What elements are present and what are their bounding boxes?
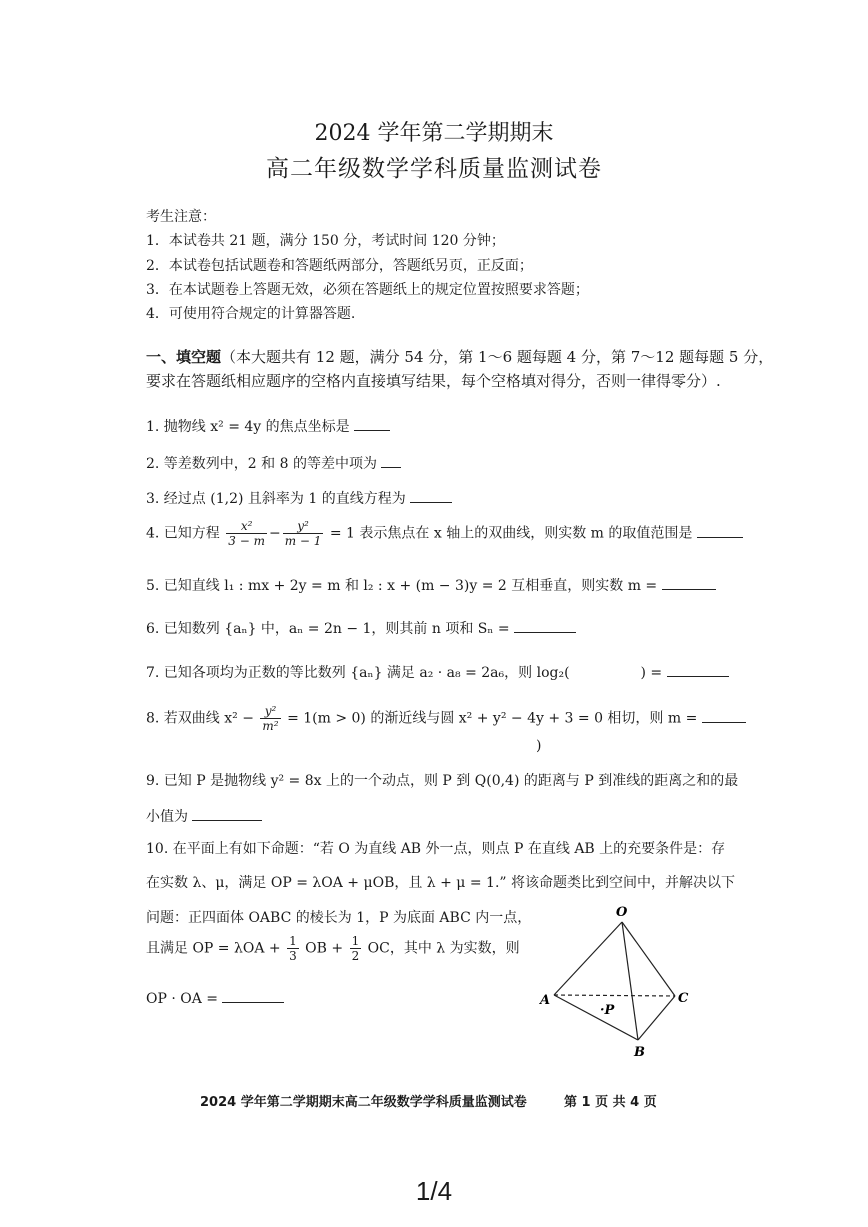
section1-desc-1: （本大题共有 12 题，满分 54 分，第 1～6 题每题 4 分，第 7～12 题每题 5 分， <box>221 348 774 366</box>
fraction-denominator: m − 1 <box>284 534 322 548</box>
fraction-numerator: y² <box>260 704 280 719</box>
tetrahedron-edges <box>554 922 675 1040</box>
question-8-text-a: 8. 若双曲线 x² − <box>146 710 254 727</box>
question-5-text: 5. 已知直线 l₁ : mx + 2y = m 和 l₂ : x + (m − 3)y = 2 互相垂直，则实数 m = <box>146 578 658 594</box>
question-10-text-d2: OB + <box>305 940 344 957</box>
section1-title: 一、填空题 <box>146 348 222 366</box>
question-6-text: 6. 已知数列 {aₙ} 中，aₙ = 2n − 1，则其前 n 项和 Sₙ = <box>146 621 510 637</box>
fraction-numerator: 1 <box>289 934 297 948</box>
question-4-text-b: = 1 表示焦点在 x 轴上的双曲线，则实数 m 的取值范围是 <box>329 525 693 542</box>
notice-heading: 考生注意： <box>146 209 216 225</box>
page-indicator: 1/4 <box>415 1176 453 1206</box>
question-8 <box>146 704 746 733</box>
fraction-denominator: 3 − m <box>228 534 265 548</box>
edge-OA <box>554 922 622 995</box>
answer-blank-1[interactable] <box>354 416 390 431</box>
footer-page-info: 第 1 页 共 4 页 <box>564 1095 657 1110</box>
fraction-numerator: y² <box>283 519 324 534</box>
question-2-text: 2. 等差数列中，2 和 8 的等差中项为 <box>146 456 377 472</box>
question-10-line-2: 在实数 λ、μ，满足 OP = λOA + μOB，且 λ + μ = 1.” 将该命题类比到空间中，并解决以下 <box>146 875 736 891</box>
edge-AB <box>554 995 638 1040</box>
question-10-text-d1: 且满足 OP = λOA + <box>146 940 281 957</box>
tetrahedron-figure <box>530 900 710 1060</box>
question-3-text: 3. 经过点 (1,2) 且斜率为 1 的直线方程为 <box>146 491 406 507</box>
footer-title: 2024 学年第二学期期末高二年级数学学科质量监测试卷 <box>200 1095 527 1110</box>
question-3 <box>146 488 452 508</box>
edge-OB <box>622 922 638 1040</box>
question-8-text-b: = 1(m > 0) 的渐近线与圆 x² + y² − 4y + 3 = 0 相切，则 m = <box>287 710 698 727</box>
vertex-label-A: A <box>540 993 551 1008</box>
question-10-line-1: 10. 在平面上有如下命题：“若 O 为直线 AB 外一点，则点 P 在直线 AB 上的充要条件是：存 <box>146 841 726 857</box>
stray-paren: ) <box>536 738 542 754</box>
answer-blank-6[interactable] <box>514 618 576 633</box>
question-1-text: 1. 抛物线 x² = 4y 的焦点坐标是 <box>146 419 350 435</box>
fraction-numerator: 1 <box>351 934 360 948</box>
section1-header <box>146 346 773 367</box>
question-4-text-a: 4. 已知方程 <box>146 525 220 542</box>
fraction <box>287 934 299 963</box>
question-10-line-5 <box>146 988 284 1007</box>
edge-AC-hidden <box>554 995 675 996</box>
question-6 <box>146 618 576 638</box>
vertex-label-O: O <box>616 905 628 920</box>
fraction-denominator: 2 <box>351 949 360 963</box>
answer-blank-4[interactable] <box>697 523 743 538</box>
question-7 <box>146 662 729 682</box>
question-7-text-a: 7. 已知各项均为正数的等比数列 {aₙ} 满足 a₂ · a₈ = 2a₆，则 log₂( <box>146 665 570 681</box>
answer-blank-3[interactable] <box>410 488 452 503</box>
fraction <box>226 519 267 548</box>
answer-blank-9[interactable] <box>192 806 262 821</box>
exam-title: 2024 学年第二学期期末 <box>314 121 554 146</box>
fraction-denominator: 3 <box>289 949 297 963</box>
vertex-label-B: B <box>634 1045 645 1060</box>
edge-BC <box>638 996 675 1040</box>
answer-blank-10[interactable] <box>222 988 284 1003</box>
question-9-text-b: 小值为 <box>146 809 188 825</box>
question-10-line-3: 问题：正四面体 OABC 的棱长为 1，P 为底面 ABC 内一点， <box>146 910 532 926</box>
answer-blank-5[interactable] <box>662 575 716 590</box>
point-label-P: ·P <box>600 1003 615 1018</box>
notice-item-3: 3．在本试题卷上答题无效，必须在答题纸上的规定位置按照要求答题； <box>146 282 589 298</box>
fraction-numerator: x² <box>226 519 267 534</box>
notice-item-4: 4．可使用符合规定的计算器答题. <box>146 306 356 322</box>
question-1 <box>146 416 390 436</box>
notice-item-1: 1．本试卷共 21 题，满分 150 分，考试时间 120 分钟； <box>146 233 505 249</box>
vertex-label-C: C <box>678 991 689 1006</box>
question-7-text-b: ) = <box>640 665 663 681</box>
question-9-line-2 <box>146 806 262 826</box>
question-4: 4. 已知方程 $\frac{\text{x²}}{3 - m}$ − $\frac{\text{y²}}{m - 1}$ = 1 表示焦点在 x 轴上的双曲线，则实数 m 的取值范围是 <box>146 519 743 548</box>
answer-blank-2[interactable] <box>381 453 401 468</box>
fraction-denominator: m² <box>262 719 279 733</box>
answer-blank-8[interactable] <box>702 708 746 723</box>
question-9-line-1: 9. 已知 P 是抛物线 y² = 8x 上的一个动点，则 P 到 Q(0,4) 的距离与 P 到准线的距离之和的最 <box>146 773 739 789</box>
fraction <box>283 519 324 548</box>
question-10-line-4 <box>146 934 520 963</box>
question-10-text-d3: OC，其中 λ 为实数，则 <box>367 940 520 957</box>
question-5 <box>146 575 716 595</box>
fraction <box>350 934 362 963</box>
answer-blank-7[interactable] <box>667 662 729 677</box>
question-10-text-e: OP · OA = <box>146 991 219 1007</box>
exam-subtitle: 高二年级数学学科质量监测试卷 <box>266 156 602 182</box>
question-2 <box>146 453 401 473</box>
section1-desc-2: 要求在答题纸相应题序的空格内直接填写结果，每个空格填对得分，否则一律得零分）. <box>146 372 721 390</box>
notice-item-2: 2．本试卷包括试题卷和答题纸两部分，答题纸另页，正反面； <box>146 258 533 274</box>
fraction <box>260 704 280 733</box>
